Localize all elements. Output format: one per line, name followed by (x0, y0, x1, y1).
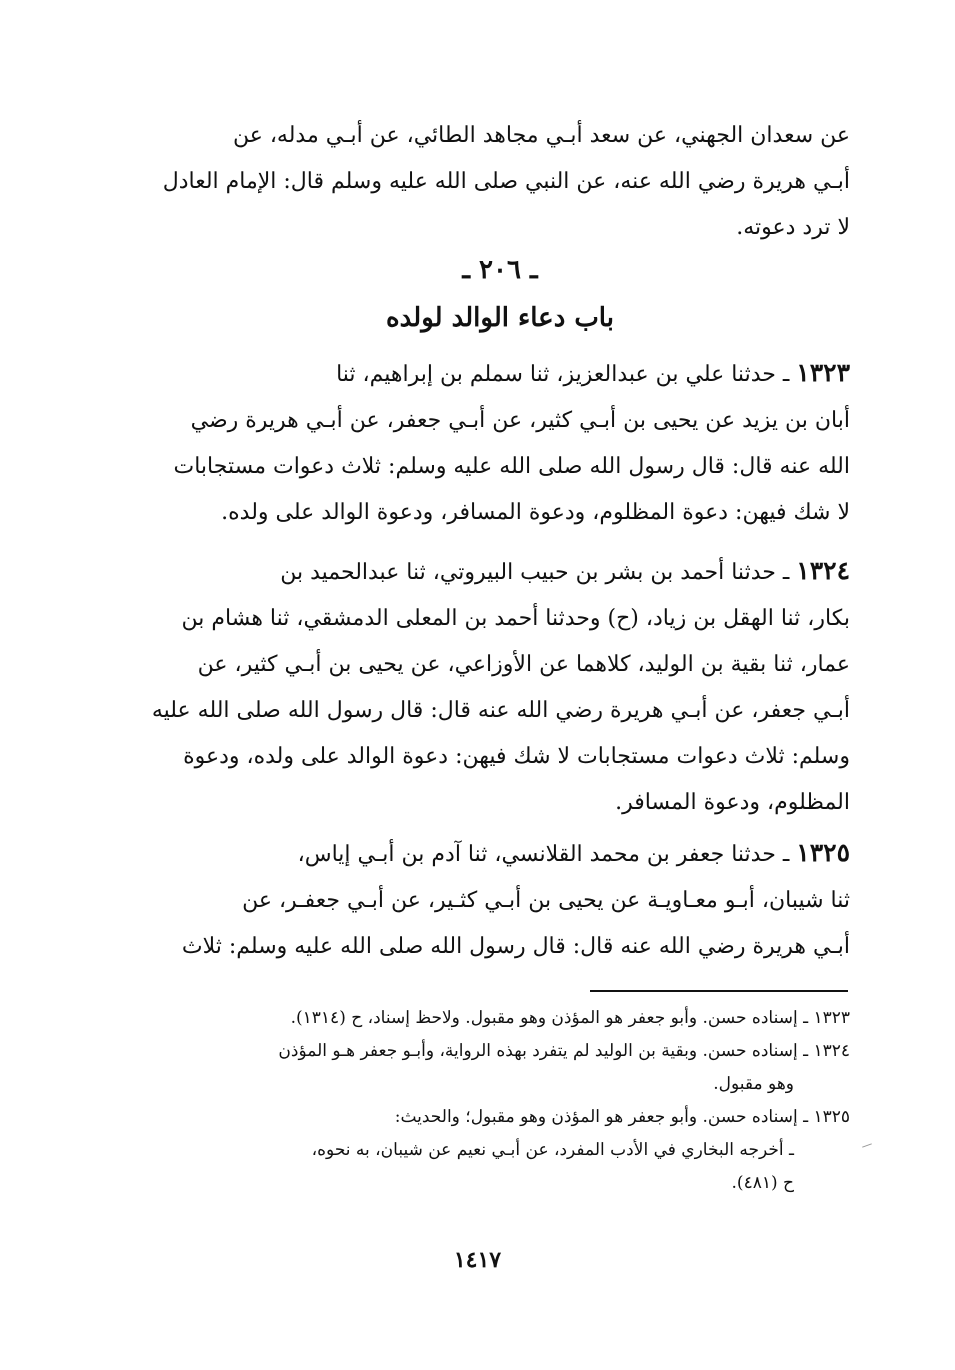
text-line: الله عنه قال: قال رسول الله صلى الله عليه وسلم: ثلاث دعوات مستجابات (173, 454, 850, 479)
text-line: وسلم: ثلاث دعوات مستجابات لا شك فيهن: دعوة الوالد على ولده، ودعوة (183, 744, 850, 769)
text-line: أبـي هريرة رضي الله عنه، عن النبي صلى الله عليه وسلم قال: الإمام العادل (162, 169, 850, 194)
footnote-separator (590, 990, 848, 992)
footnote-line: ١٣٢٤ ـ إسناده حسن. وبقية بن الوليد لم يتفرد بهذه الرواية، وأبـو جعفر هـو المؤذن (278, 1041, 850, 1061)
hadith-number: ١٣٢٥ (796, 838, 850, 867)
hadith-first-line (150, 350, 850, 398)
text-line: لا ترد دعوته. (736, 215, 850, 240)
hadith-number: ١٣٢٣ (796, 358, 850, 387)
section-title: باب دعاء الوالد لولده (386, 303, 614, 333)
footnote-line: ح (٤٨١). (731, 1173, 794, 1193)
hadith-1325 (150, 830, 850, 970)
text-line: لا شك فيهن: دعوة المظلوم، ودعوة المسافر، ودعوة الوالد على ولده. (221, 500, 850, 525)
text-line: أبـي جعفر، عن أبـي هريرة رضي الله عنه قال: قال رسول الله صلى الله عليه (151, 698, 850, 723)
text-line: أبان بن يزيد عن يحيى بن أبـي كثير، عن أبـي جعفر، عن أبـي هريرة رضي (190, 408, 850, 433)
text-line: عمار، ثنا بقية بن الوليد، كلاهما عن الأوزاعي، عن يحيى بن أبـي كثير، عن (197, 652, 850, 677)
footnotes (150, 1002, 850, 1200)
hadith-1323 (150, 350, 850, 536)
hadith-text: ـ حدثنا أحمد بن بشر بن حبيب البيروتي، ثنا عبدالحميد بن (280, 560, 790, 585)
text-line: بكار، ثنا الهقل بن زياد، (ح) وحدثنا أحمد بن المعلى الدمشقي، ثنا هشام بن (181, 606, 850, 631)
footnote-line: ـ أخرجه البخاري في الأدب المفرد، عن أبـي نعيم عن شيبان، به نحوه، (311, 1140, 794, 1160)
hadith-1324 (150, 548, 850, 826)
text-line: أبـي هريرة رضي الله عنه قال: قال رسول الله صلى الله عليه وسلم: ثلاث (181, 934, 850, 959)
hadith-text: ـ حدثنا علي بن عبدالعزيز، ثنا سملم بن إبراهيم، ثنا (336, 362, 790, 387)
footnote-line: وهو مقبول. (713, 1074, 794, 1094)
hadith-text: ـ حدثنا جعفر بن محمد القلانسي، ثنا آدم بن أبـي إياس، (297, 842, 790, 867)
section-number: ـ ٢٠٦ ـ (462, 255, 538, 285)
text-line: عن سعدان الجهني، عن سعد أبـي مجاهد الطائي، عن أبـي مدله، عن (232, 123, 850, 148)
top-paragraph (150, 113, 850, 251)
hadith-first-line (150, 830, 850, 878)
scan-mark (862, 1143, 872, 1147)
page-number: ١٤١٧ (453, 1247, 502, 1273)
text-line: ثنا شيبان، أبـو معـاويـة عن يحيى بن أبـي كثـير، عن أبـي جعفـر، عن (242, 888, 850, 913)
text-line: المظلوم، ودعوة المسافر. (615, 790, 850, 815)
footnote-line: ١٣٢٣ ـ إسناده حسن. وأبو جعفر هو المؤذن وهو مقبول. ولاحظ إسناد، ح (١٣١٤). (290, 1008, 850, 1028)
footnote-line: ١٣٢٥ ـ إسناده حسن. وأبو جعفر هو المؤذن وهو مقبول؛ والحديث: (394, 1107, 850, 1127)
hadith-first-line (150, 548, 850, 596)
hadith-number: ١٣٢٤ (796, 556, 850, 585)
